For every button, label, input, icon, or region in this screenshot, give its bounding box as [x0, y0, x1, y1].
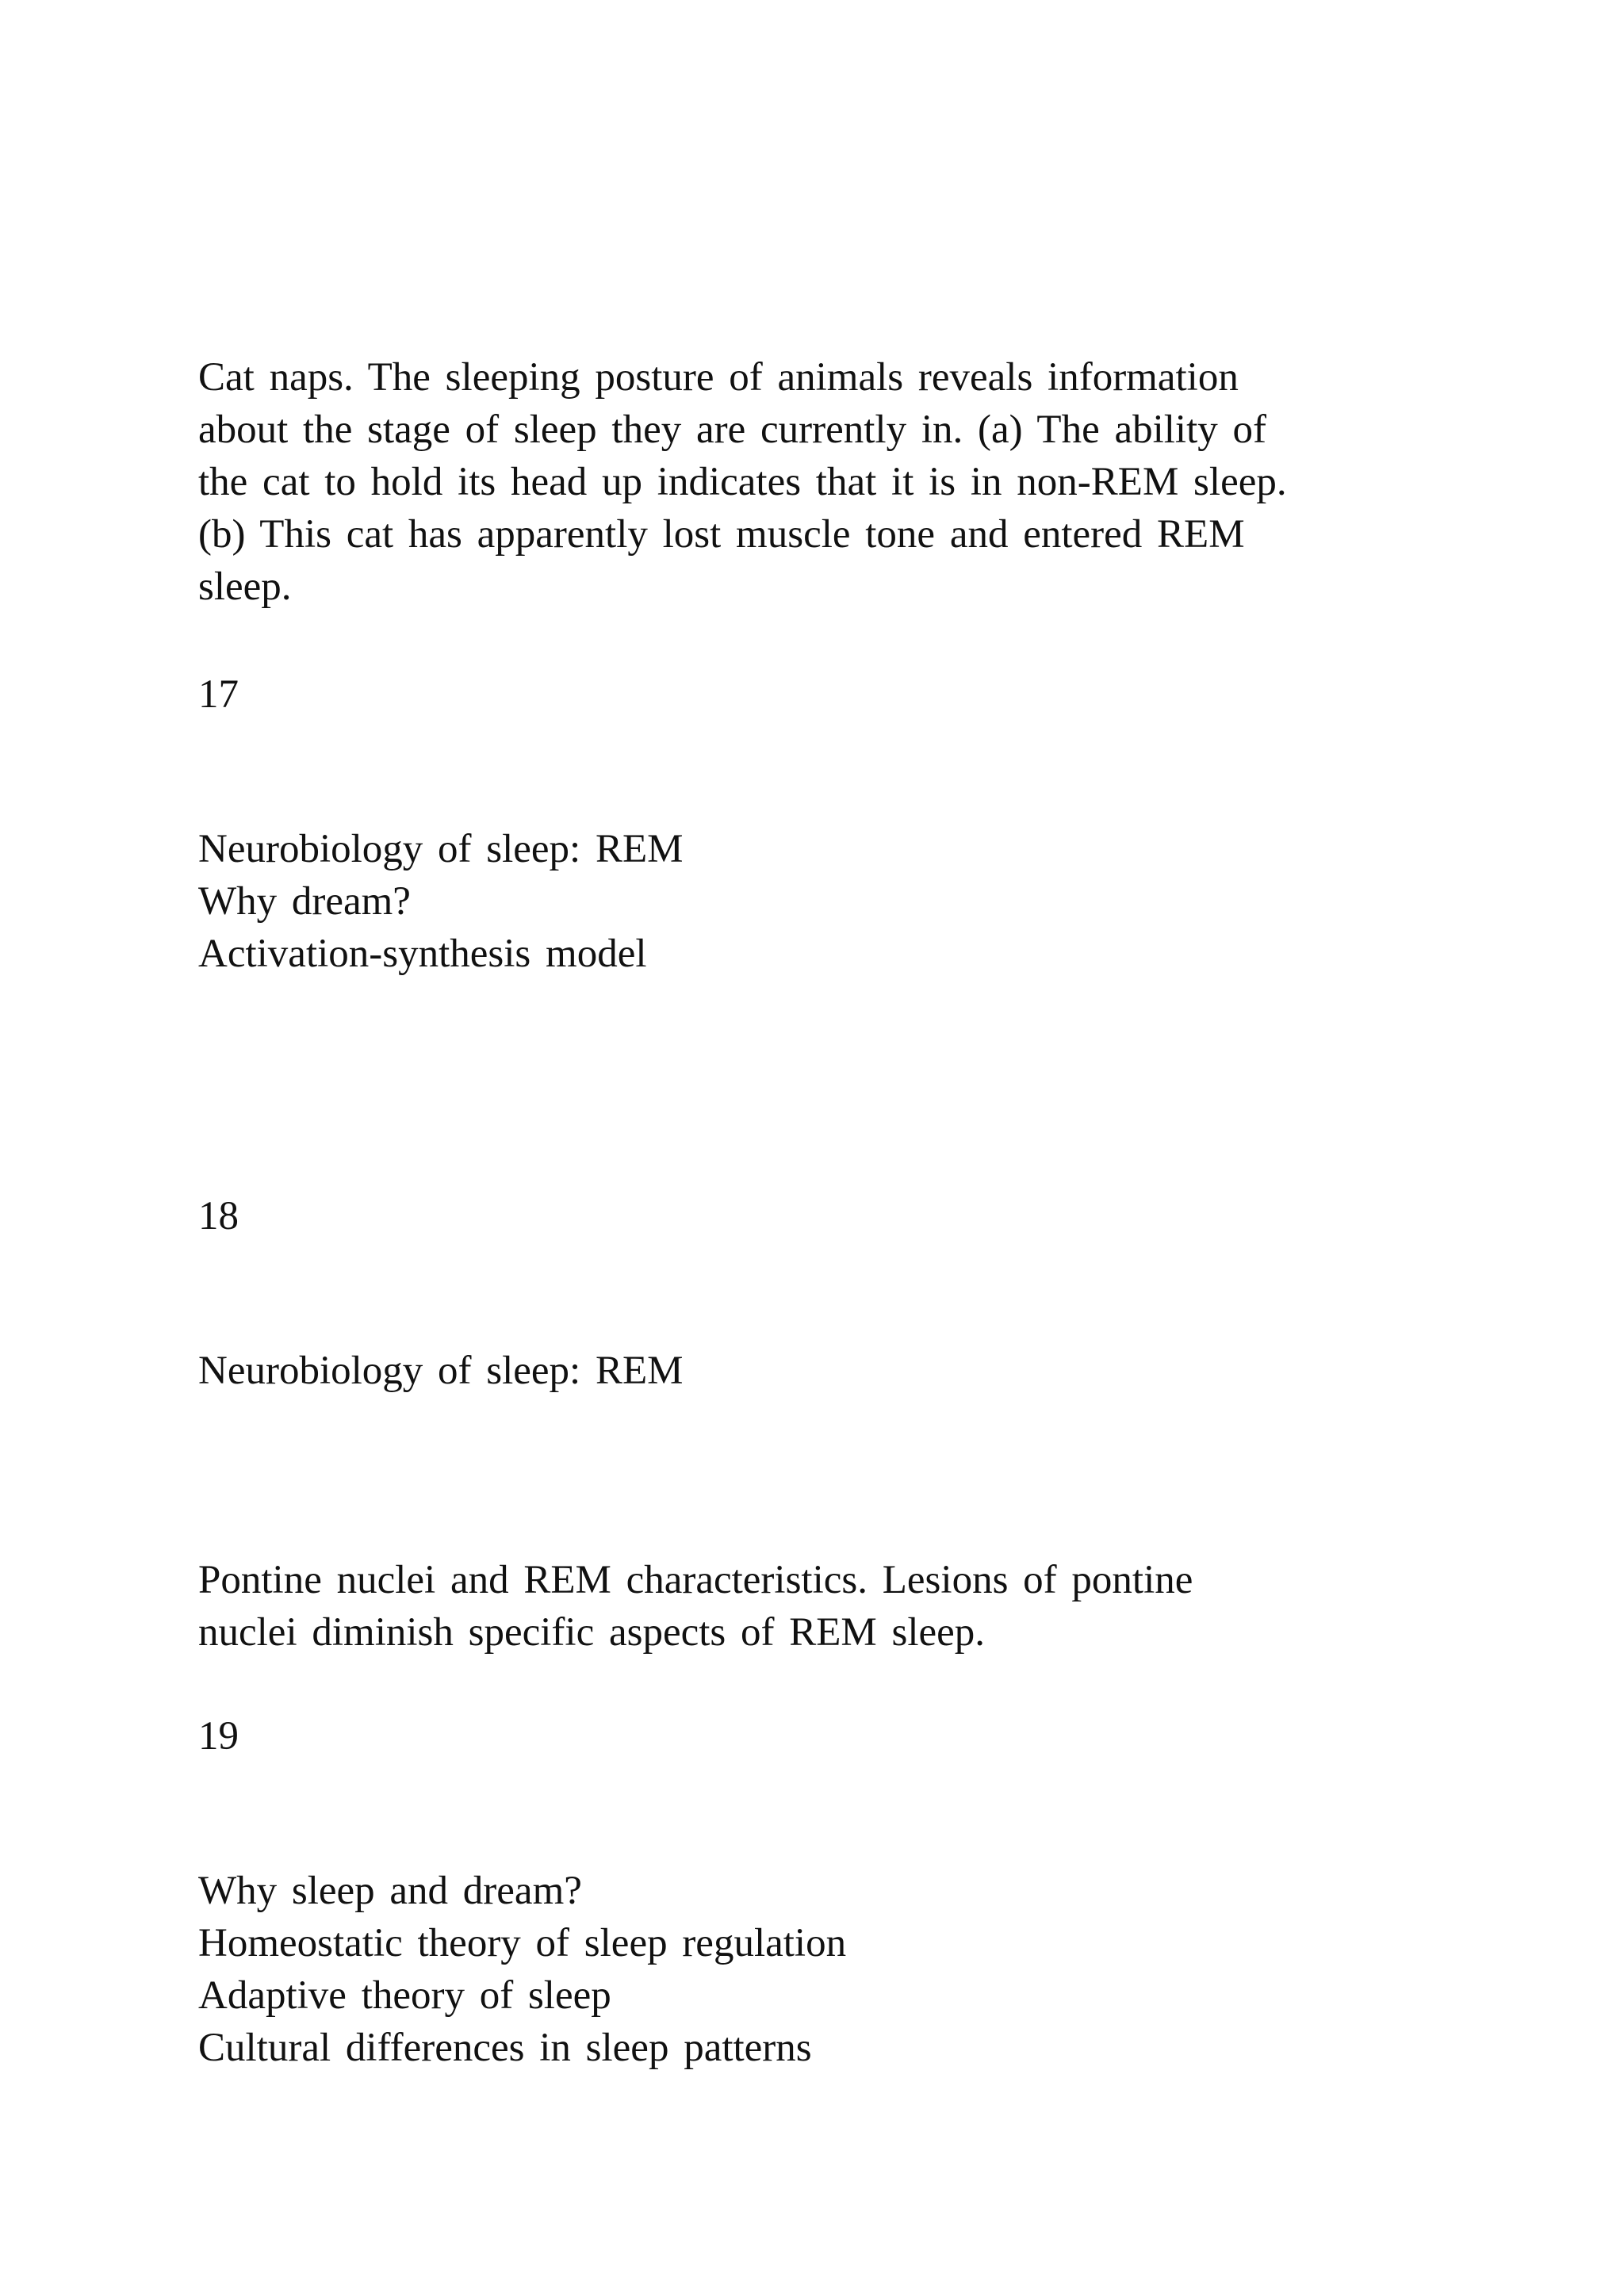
text-line: Activation-synthesis model — [198, 932, 647, 976]
text-line: Adaptive theory of sleep — [198, 1973, 611, 2018]
text-line: Homeostatic theory of sleep regulation — [198, 1921, 847, 1965]
slide-number — [198, 1190, 1467, 1242]
figure-caption-cat-naps — [198, 351, 1467, 613]
text-line: the cat to hold its head up indicates that it is in non-REM sleep. — [198, 460, 1287, 504]
slide-heading-block — [198, 1345, 1467, 1397]
slide-number-text: 18 — [198, 1194, 239, 1238]
slide-number-text: 19 — [198, 1714, 239, 1758]
slide-text-block — [198, 823, 1467, 980]
text-line: Pontine nuclei and REM characteristics. Lesions of pontine — [198, 1558, 1193, 1602]
slide-text-block — [198, 1865, 1467, 2074]
text-line: nuclei diminish specific aspects of REM sleep. — [198, 1610, 986, 1655]
text-line: sleep. — [198, 564, 292, 609]
slide-heading: Neurobiology of sleep: REM — [198, 827, 684, 871]
slide-heading: Neurobiology of sleep: REM — [198, 1349, 684, 1393]
slide-number — [198, 1710, 1467, 1762]
text-line: about the stage of sleep they are currently in. (a) The ability of — [198, 408, 1266, 452]
slide-number — [198, 668, 1467, 721]
text-line: Cultural differences in sleep patterns — [198, 2026, 812, 2070]
slide-heading: Why sleep and dream? — [198, 1869, 582, 1913]
slide-number-text: 17 — [198, 672, 239, 717]
text-line: Cat naps. The sleeping posture of animals reveals information — [198, 355, 1239, 400]
text-line: Why dream? — [198, 879, 411, 924]
text-line: (b) This cat has apparently lost muscle tone and entered REM — [198, 512, 1245, 557]
figure-caption-pontine-nuclei — [198, 1554, 1467, 1659]
